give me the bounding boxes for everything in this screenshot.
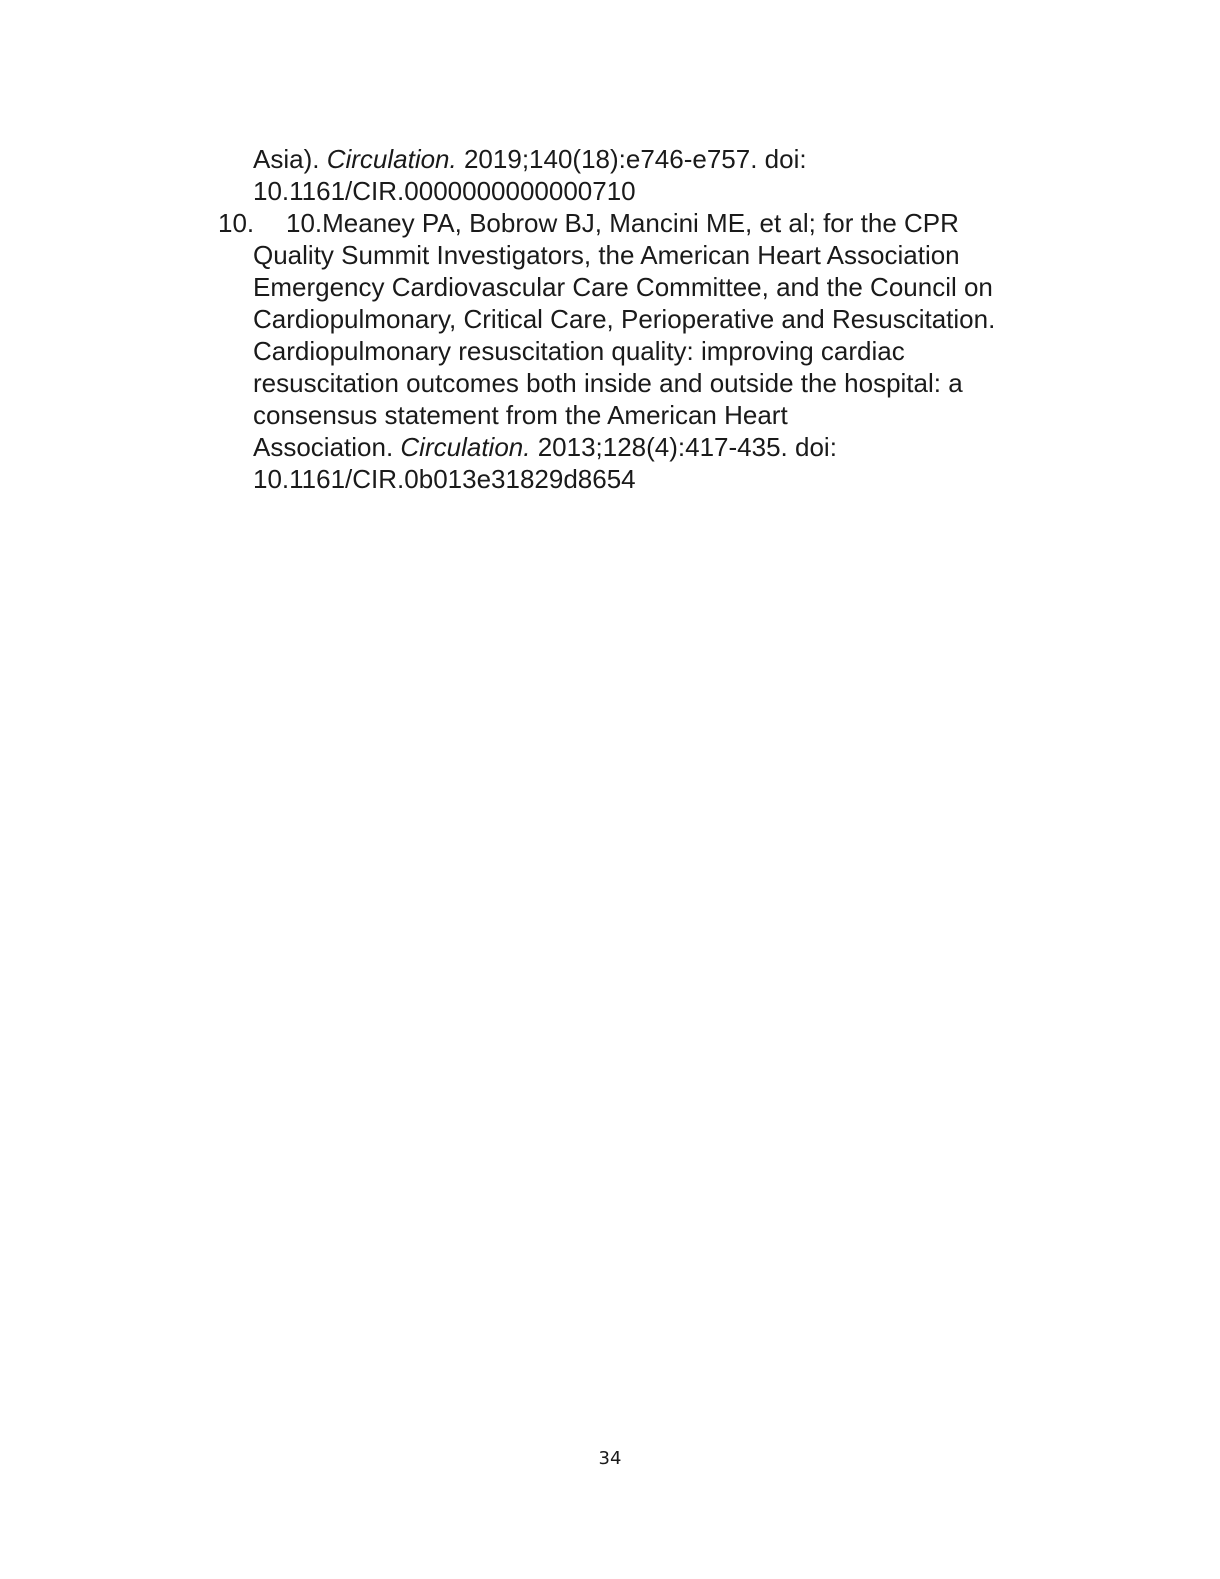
reference-number: 10. [218, 208, 255, 238]
reference-10-line-7: consensus statement from the American Heart [253, 400, 788, 430]
reference-10-line-8: Association. Circulation. 2013;128(4):417-435. doi: [253, 432, 837, 462]
page-number: 34 [598, 1448, 622, 1469]
reference-10-line-4: Cardiopulmonary, Critical Care, Perioperative and Resuscitation. [253, 304, 996, 334]
reference-10-line-5: Cardiopulmonary resuscitation quality: improving cardiac [253, 336, 905, 366]
reference-9-continuation-line-1: Asia). Circulation. 2019;140(18):e746-e757. doi: [253, 144, 807, 174]
reference-10-line-6: resuscitation outcomes both inside and outside the hospital: a [253, 368, 963, 398]
reference-list [218, 143, 1098, 495]
reference-9-doi: 10.1161/CIR.0000000000000710 [253, 176, 636, 206]
reference-10-line-3: Emergency Cardiovascular Care Committee, and the Council on [253, 272, 993, 302]
reference-10-line-2: Quality Summit Investigators, the American Heart Association [253, 240, 960, 270]
reference-10-doi: 10.1161/CIR.0b013e31829d8654 [253, 464, 636, 494]
reference-10-line-1: 10. 10.Meaney PA, Bobrow BJ, Mancini ME, et al; for the CPR [218, 208, 959, 238]
journal-title: Circulation. [326, 144, 457, 174]
journal-title: Circulation. [400, 432, 531, 462]
